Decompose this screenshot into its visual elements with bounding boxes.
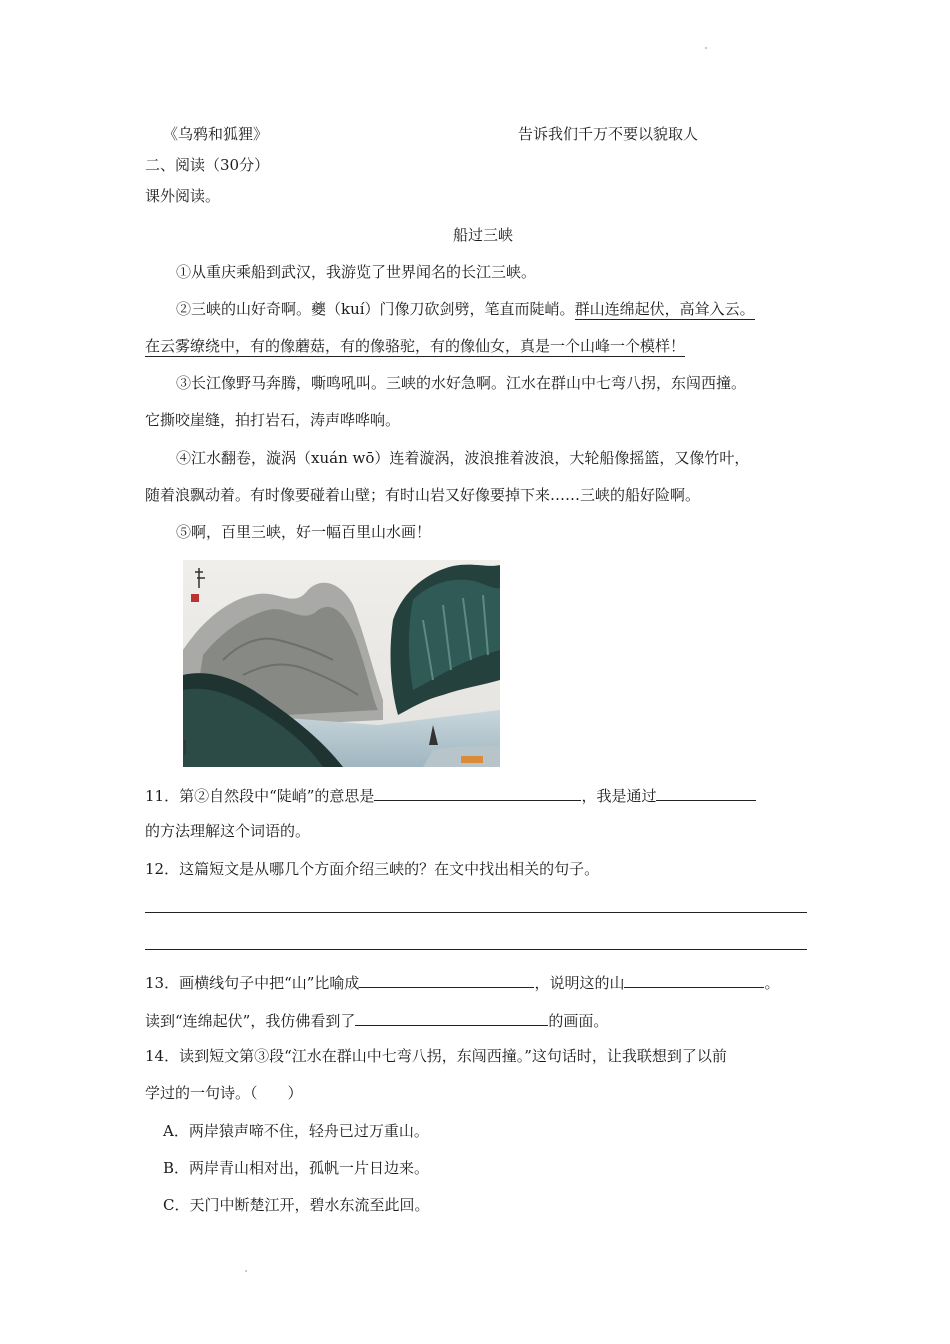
paragraph-3-line-2: 它撕咬崖缝，拍打岩石，涛声哗哗响。 bbox=[145, 411, 401, 429]
paragraph-2-line-2 bbox=[145, 336, 685, 356]
paragraph-4-line-2: 随着浪飘动着。有时像要碰着山壁；有时山岩又好像要掉下来……三峡的船好险啊。 bbox=[145, 486, 701, 504]
question-11-line-1 bbox=[145, 784, 756, 806]
scan-speck-bottom bbox=[245, 1270, 247, 1272]
matching-item-left: 《乌鸦和狐狸》 bbox=[163, 125, 269, 143]
paragraph-4-line-1: ④江水翻卷，漩涡（xuán wō）连着漩涡，波浪推着波浪，大轮船像摇篮，又像竹叶， bbox=[176, 449, 750, 467]
answer-blank-metaphor[interactable] bbox=[359, 971, 534, 988]
option-a[interactable]: A．两岸猿声啼不住，轻舟已过万重山。 bbox=[163, 1122, 429, 1140]
section-heading: 二、阅读（30分） bbox=[145, 156, 270, 174]
answer-blank-mountain[interactable] bbox=[624, 971, 764, 988]
question-11-line-2: 的方法理解这个词语的。 bbox=[145, 822, 311, 840]
question-13-text-a: 13．画横线句子中把“山”比喻成 bbox=[145, 974, 360, 992]
answer-line-1[interactable] bbox=[145, 912, 807, 913]
question-13-text-c: 。 bbox=[764, 974, 780, 992]
option-c[interactable]: C．天门中断楚江开，碧水东流至此回。 bbox=[163, 1196, 430, 1214]
question-13-line-2 bbox=[145, 1009, 608, 1031]
question-11-text-a: 11．第②自然段中“陡峭”的意思是 bbox=[145, 787, 375, 805]
scan-speck-top bbox=[705, 47, 707, 49]
question-13-text-e: 的画面。 bbox=[548, 1012, 609, 1030]
option-b[interactable]: B．两岸青山相对出，孤帆一片日边来。 bbox=[163, 1159, 430, 1177]
answer-line-2[interactable] bbox=[145, 949, 807, 950]
paragraph-2-line-1 bbox=[176, 299, 755, 319]
matching-item-right: 告诉我们千万不要以貌取人 bbox=[518, 125, 699, 143]
underlined-sentence-part-1: 群山连绵起伏，高耸入云。 bbox=[574, 300, 755, 318]
question-13-text-d: 读到“连绵起伏”，我仿佛看到了 bbox=[145, 1012, 356, 1030]
answer-blank-method[interactable] bbox=[656, 784, 756, 801]
question-13-line-1 bbox=[145, 971, 779, 993]
question-12: 12．这篇短文是从哪几个方面介绍三峡的？在文中找出相关的句子。 bbox=[145, 860, 600, 878]
underlined-sentence-part-2: 在云雾缭绕中，有的像蘑菇，有的像骆驼，有的像仙女，真是一个山峰一个模样！ bbox=[145, 337, 686, 355]
paragraph-3-line-1: ③长江像野马奔腾，嘶鸣吼叫。三峡的水好急啊。江水在群山中七弯八拐，东闯西撞。 bbox=[176, 374, 747, 392]
question-11-text-b: ，我是通过 bbox=[581, 787, 657, 805]
article-title: 船过三峡 bbox=[453, 226, 514, 244]
answer-blank-scene[interactable] bbox=[355, 1009, 548, 1026]
question-14-line-1: 14．读到短文第③段“江水在群山中七弯八拐，东闯西撞。”这句话时，让我联想到了以前 bbox=[145, 1047, 727, 1065]
paragraph-5: ⑤啊，百里三峡，好一幅百里山水画！ bbox=[176, 523, 432, 541]
question-14-line-2: 学过的一句诗。（ ） bbox=[145, 1084, 303, 1102]
question-13-text-b: ，说明这的山 bbox=[534, 974, 625, 992]
subheading: 课外阅读。 bbox=[145, 187, 221, 205]
paragraph-2-start: ②三峡的山好奇啊。夔（kuí）门像刀砍剑劈，笔直而陡峭。 bbox=[176, 300, 575, 318]
answer-blank-meaning[interactable] bbox=[374, 784, 581, 801]
paragraph-1: ①从重庆乘船到武汉，我游览了世界闻名的长江三峡。 bbox=[176, 263, 537, 281]
three-gorges-painting bbox=[183, 560, 500, 767]
